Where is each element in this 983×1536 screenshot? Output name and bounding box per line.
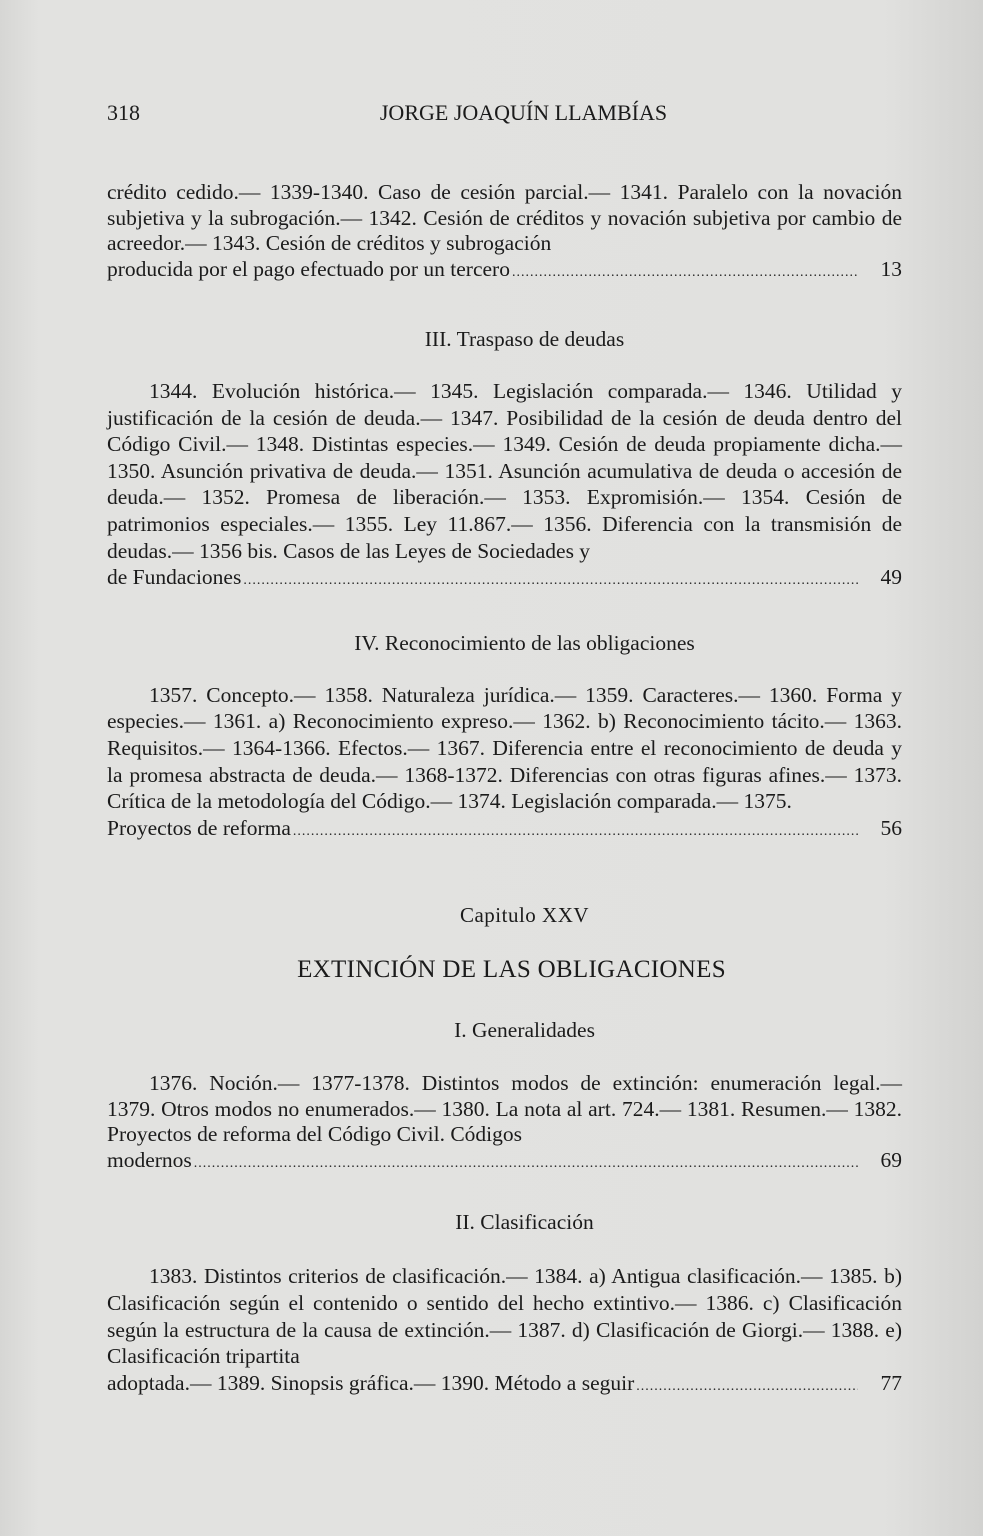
chapter-title: EXTINCIÓN DE LAS OBLIGACIONES xyxy=(297,956,726,984)
toc-entry-last-line xyxy=(107,815,902,846)
toc-entry-last-text: adoptada.— 1389. Sinopsis gráfica.— 1390. Método a seguir xyxy=(107,1370,635,1395)
toc-entry-last-text: modernos xyxy=(107,1147,192,1172)
toc-entry-last-line xyxy=(107,1370,902,1401)
leader-dots xyxy=(194,1151,858,1177)
toc-entry-text: 1376. Noción.— 1377-1378. Distintos modos de extinción: enumeración legal.— 1379. Otros modos no enumerados.— 1380. La nota al art. 724.— 1381. Resumen.— 1382. Proyectos de reforma del Código Civil. Códigos xyxy=(107,1071,902,1147)
toc-entry xyxy=(107,180,902,285)
toc-page-number: 49 xyxy=(880,565,902,590)
leader-dots xyxy=(636,1374,858,1401)
toc-entry xyxy=(107,682,902,846)
toc-entry xyxy=(107,378,902,595)
leader-dots xyxy=(243,568,858,595)
toc-page-number: 56 xyxy=(880,815,902,840)
toc-entry-text: crédito cedido.— 1339-1340. Caso de cesión parcial.— 1341. Paralelo con la novación subjetiva y la subrogación.— 1342. Cesión de créditos y novación subjetiva por cambio de acreedor.— 1343. Cesión de créditos y subrogación xyxy=(107,180,902,255)
chapter-label: Capitulo XXV xyxy=(459,903,590,928)
section-heading: III. Traspaso de deudas xyxy=(424,327,625,351)
toc-entry-last-line xyxy=(107,1148,902,1177)
running-head-author: JORGE JOAQUÍN LLAMBÍAS xyxy=(379,100,668,125)
running-header xyxy=(107,100,902,130)
page-number: 318 xyxy=(107,100,140,125)
toc-entry-last-text: producida por el pago efectuado por un tercero xyxy=(107,256,510,281)
toc-entry-text: 1344. Evolución histórica.— 1345. Legislación comparada.— 1346. Utilidad y justificación de la cesión de deuda.— 1347. Posibilidad de la cesión de deuda dentro del Código Civil.— 1348. Distintas especies.— 1349. Cesión de deuda propiamente dicha.— 1350. Asunción privativa de deuda.— 1351. Asunción acumulativa de deuda o accesión de deuda.— 1352. Promesa de liberación.— 1353. Expromisión.— 1354. Cesión de patrimonios especiales.— 1355. Ley 11.867.— 1356. Diferencia con la transmisión de deudas.— 1356 bis. Casos de las Leyes de Sociedades y xyxy=(107,379,902,563)
toc-entry-text: 1357. Concepto.— 1358. Naturaleza jurídica.— 1359. Caracteres.— 1360. Forma y especies.— 1361. a) Reconocimiento expreso.— 1362. b) Reconocimiento tácito.— 1363. Requisitos.— 1364-1366. Efectos.— 1367. Diferencia entre el reconocimiento de deuda y la promesa abstracta de deuda.— 1368-1372. Diferencias con otras figuras afines.— 1373. Crítica de la metodología del Código.— 1374. Legislación comparada.— 1375. xyxy=(107,682,902,814)
toc-entry-last-line xyxy=(107,564,902,595)
toc-page-number: 13 xyxy=(880,256,902,281)
leader-dots xyxy=(512,260,858,286)
toc-entry-last-text: Proyectos de reforma xyxy=(107,815,291,840)
toc-entry xyxy=(107,1071,902,1176)
leader-dots xyxy=(293,819,858,846)
toc-page-number: 69 xyxy=(880,1147,902,1172)
toc-entry xyxy=(107,1263,902,1400)
table-of-contents xyxy=(107,180,902,1400)
section-heading: IV. Reconocimiento de las obligaciones xyxy=(354,630,695,655)
toc-entry-last-text: de Fundaciones xyxy=(107,565,242,590)
section-heading: I. Generalidades xyxy=(454,1018,595,1043)
section-heading: II. Clasificación xyxy=(455,1210,594,1235)
toc-entry-text: 1383. Distintos criterios de clasificación.— 1384. a) Antigua clasificación.— 1385. b) Clasificación según el contenido o sentido del hecho extintivo.— 1386. c) Clasificación según la estructura de la causa de extinción.— 1387. d) Clasificación de Giorgi.— 1388. e) Clasificación tripartita xyxy=(107,1264,902,1369)
toc-page-number: 77 xyxy=(880,1370,902,1395)
toc-entry-last-line xyxy=(107,257,902,286)
